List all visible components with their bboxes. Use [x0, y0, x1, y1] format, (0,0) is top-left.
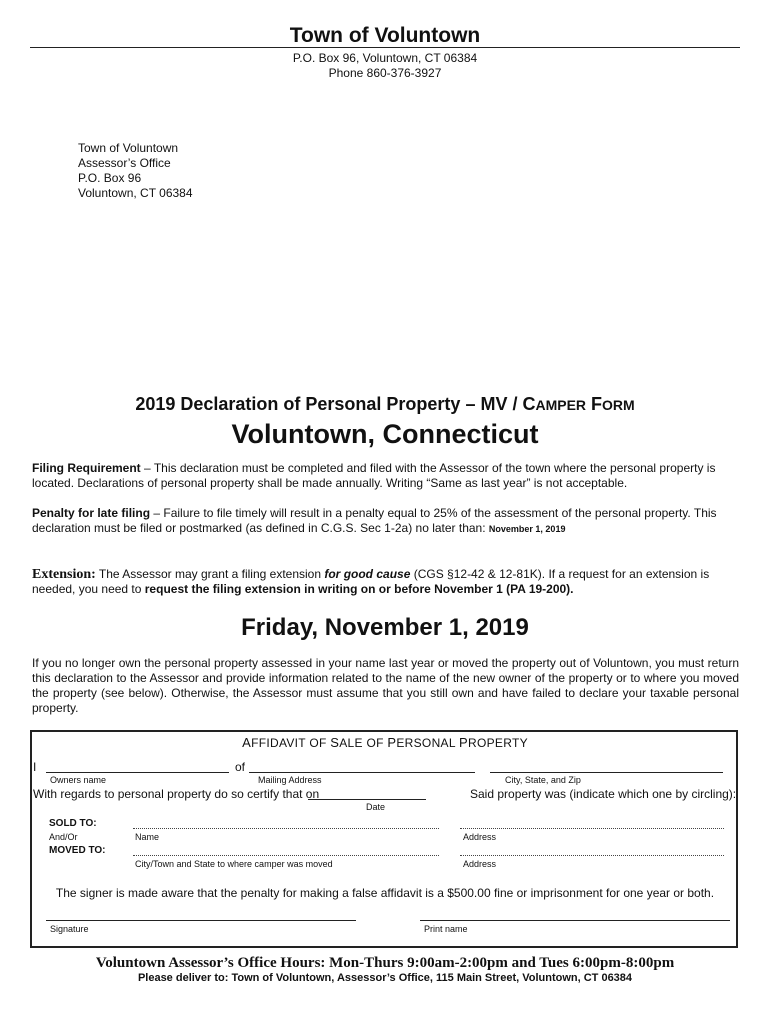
affidavit-title-part: ALE OF [339, 736, 388, 750]
affidavit-title [0, 735, 770, 750]
and-or-label: And/Or [49, 832, 78, 842]
affidavit-title-part: FFIDAVIT OF [251, 736, 331, 750]
mailing-address-label: Mailing Address [258, 775, 322, 785]
owners-name-label: Owners name [50, 775, 107, 785]
penalty-label: Penalty for late filing [32, 506, 151, 520]
declaration-title-sc: ORM [602, 397, 635, 413]
of-label: of [235, 760, 246, 774]
i-label: I [33, 760, 37, 774]
print-name-field[interactable] [420, 920, 730, 921]
good-cause-text: for good cause [324, 567, 411, 581]
town-address: P.O. Box 96, Voluntown, CT 06384 [292, 51, 478, 65]
moved-to-option[interactable]: MOVED TO: [49, 845, 106, 856]
date-label: Date [366, 802, 386, 812]
moved-city-field[interactable] [133, 855, 439, 856]
city-town-label: City/Town and State to where camper was moved [135, 859, 333, 869]
affidavit-title-part: ROPERTY [467, 736, 528, 750]
affidavit-title-part: A [242, 735, 252, 750]
filing-requirement-label: Filing Requirement [32, 461, 141, 475]
extension-paragraph [32, 567, 739, 597]
city-heading: Voluntown, Connecticut [231, 419, 539, 449]
penalty-text: – Failure to file timely will result in a penalty equal to 25% of the assessment of the personal property. This declaration must be filed or postmarked (as defined in C.G.S. Sec 1-2a) no later than: [32, 506, 717, 535]
declaration-title-sc: AMPER [535, 397, 587, 413]
extension-bold-text: request the filing extension in writing on or before November 1 (PA 19-200). [144, 582, 574, 596]
filing-requirement-text: – This declaration must be completed and filed with the Assessor of the town where the personal property is located. Declarations of personal property shall be made annually. Writing “Same as last year” is not acceptable. [32, 461, 716, 490]
mailing-address-block [78, 141, 193, 201]
filing-requirement-paragraph [32, 461, 739, 491]
buyer-address-field[interactable] [460, 828, 724, 829]
affidavit-title-part: ERSONAL [396, 736, 459, 750]
name-label: Name [135, 832, 160, 842]
address-label: Address [463, 859, 497, 869]
certify-text: With regards to personal property do so certify that on [33, 787, 320, 801]
mailing-line: P.O. Box 96 [78, 171, 142, 185]
print-name-label: Print name [424, 924, 468, 934]
extension-text: The Assessor may grant a filing extension [95, 567, 325, 581]
mailing-line: Voluntown, CT 06384 [78, 186, 193, 200]
moved-address-field[interactable] [460, 855, 724, 856]
false-affidavit-notice: The signer is made aware that the penalty for making a false affidavit is a $500.00 fine or imprisonment for one year or both. [55, 886, 715, 900]
declaration-title-f: F [586, 394, 603, 414]
address-label: Address [463, 832, 497, 842]
mailing-address-field[interactable] [249, 772, 475, 773]
no-longer-own-paragraph: If you no longer own the personal property assessed in your name last year or moved the property out of Voluntown, you must return this declaration to the Assessor and provide information related to the name of the new owner of the property or to where you moved the property (see below). Otherwise, the Assessor must assume that you still own and have failed to declare your taxable personal property. [32, 656, 739, 715]
town-title: Town of Voluntown [289, 24, 481, 47]
city-state-zip-field[interactable] [490, 772, 723, 773]
declaration-title-main: 2019 Declaration of Personal Property – MV / C [135, 394, 536, 414]
affidavit-title-part: P [459, 735, 468, 750]
city-state-zip-label: City, State, and Zip [505, 775, 581, 785]
mailing-line: Assessor’s Office [78, 156, 171, 170]
declaration-title [0, 394, 770, 415]
town-phone: Phone 860-376-3927 [328, 66, 442, 80]
mailing-line: Town of Voluntown [78, 141, 179, 155]
extension-label: Extension: [32, 567, 96, 582]
delivery-address: Please deliver to: Town of Voluntown, Assessor’s Office, 115 Main Street, Voluntown, CT 06384 [137, 972, 633, 984]
affidavit-title-part: S [330, 735, 340, 750]
affidavit-title-part: P [387, 735, 397, 750]
office-hours: Voluntown Assessor’s Office Hours: Mon-Thurs 9:00am-2:00pm and Tues 6:00pm-8:00pm [95, 955, 675, 971]
certify-date-field[interactable] [308, 799, 426, 800]
header-divider [30, 47, 740, 48]
penalty-paragraph [32, 506, 739, 537]
penalty-deadline: November 1, 2019 [488, 524, 566, 534]
signature-field[interactable] [46, 920, 356, 921]
said-property-text: Said property was (indicate which one by circling): [470, 787, 737, 801]
buyer-name-field[interactable] [133, 828, 439, 829]
signature-label: Signature [50, 924, 89, 934]
extension-text: (CGS §12-42 & 12-81K). If a request for an extension is needed, you need to [32, 567, 710, 596]
owners-name-field[interactable] [46, 772, 229, 773]
due-date-heading: Friday, November 1, 2019 [241, 614, 529, 641]
sold-to-option[interactable]: SOLD TO: [49, 818, 97, 829]
